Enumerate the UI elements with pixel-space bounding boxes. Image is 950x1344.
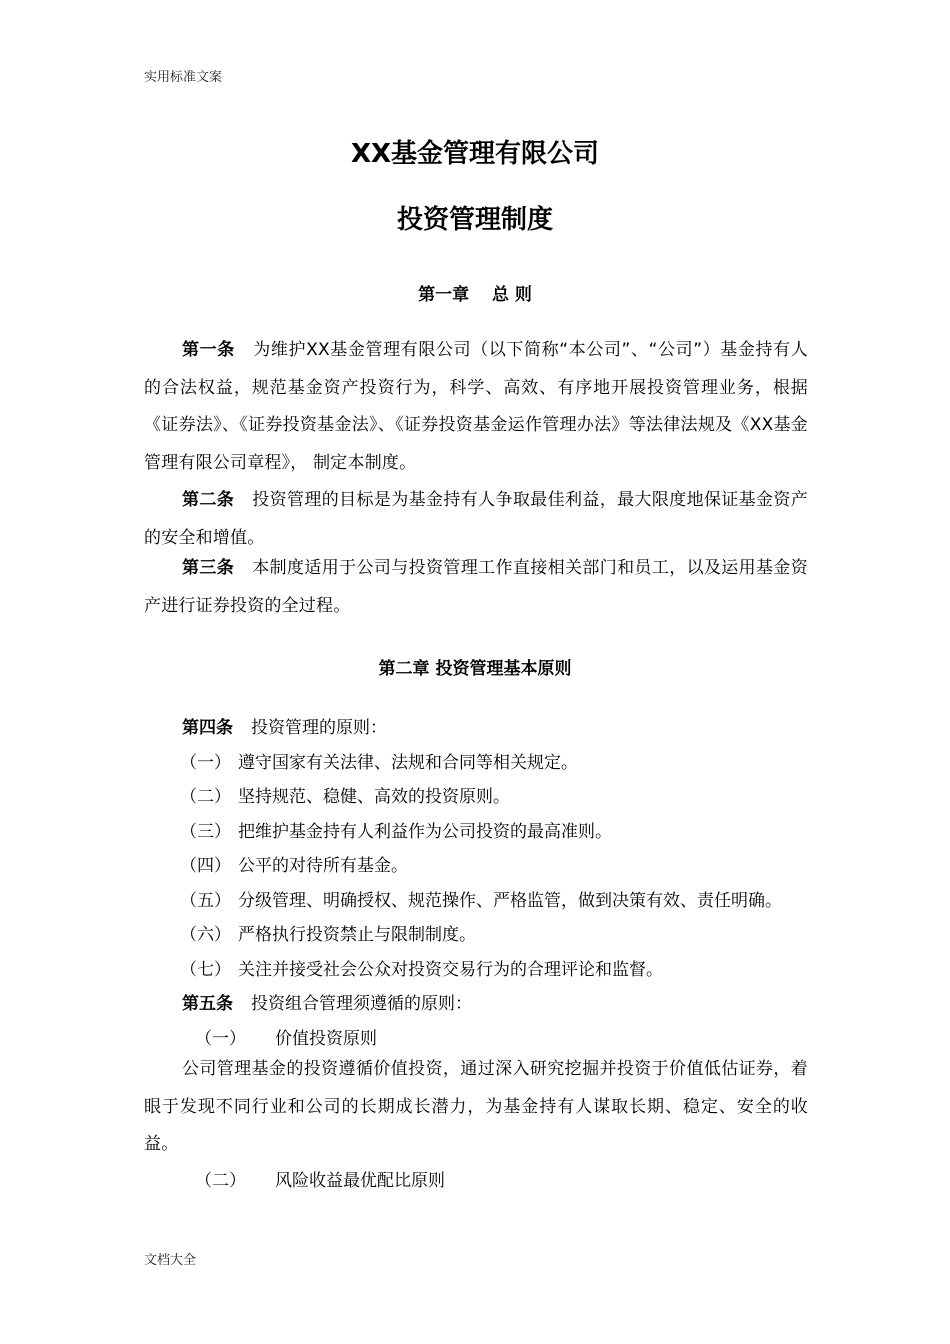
portfolio-item-1-text: 公司管理基金的投资遵循价值投资，通过深入研究挖掘并投资于价值低估证券，着眼于发现不同行业和公司的长期成长潜力，为基金持有人谋取长期、稳定、安全的收益。 <box>144 1059 808 1154</box>
document-title: XX基金管理有限公司 <box>350 139 600 169</box>
article-4 <box>182 713 387 738</box>
article-5 <box>182 989 472 1014</box>
item-text: 把维护基金持有人利益作为公司投资的最高准则。 <box>238 822 612 842</box>
article-1 <box>144 332 808 482</box>
principle-item <box>180 782 510 807</box>
principle-item <box>180 955 663 980</box>
item-mark: （六） <box>180 925 231 945</box>
article-label: 第三条 <box>182 558 235 578</box>
article-label: 第五条 <box>182 994 233 1014</box>
principle-item <box>180 817 612 842</box>
portfolio-item-2-heading <box>195 1166 445 1191</box>
principle-item <box>180 886 782 911</box>
item-mark: （五） <box>180 891 231 911</box>
item-text: 分级管理、明确授权、规范操作、严格监管，做到决策有效、责任明确。 <box>238 891 782 911</box>
item-title: 风险收益最优配比原则 <box>275 1171 445 1191</box>
article-text: 投资管理的目标是为基金持有人争取最佳利益，最大限度地保证基金资产的安全和增值。 <box>144 490 808 548</box>
item-text: 坚持规范、稳健、高效的投资原则。 <box>238 787 510 807</box>
principle-item <box>180 920 476 945</box>
article-2 <box>144 482 808 557</box>
item-mark: （四） <box>180 856 231 876</box>
item-mark: （七） <box>180 960 231 980</box>
article-3 <box>144 550 808 625</box>
item-title: 价值投资原则 <box>275 1029 377 1049</box>
item-mark: （二） <box>180 787 231 807</box>
item-text: 严格执行投资禁止与限制制度。 <box>238 925 476 945</box>
page-header: 实用标准文案 <box>144 70 223 85</box>
chapter-1-heading: 第一章 总 则 <box>418 285 532 305</box>
document-subtitle: 投资管理制度 <box>396 205 553 235</box>
item-mark: （一） <box>180 753 231 773</box>
article-text: 本制度适用于公司与投资管理工作直接相关部门和员工，以及运用基金资产进行证券投资的全过程。 <box>144 558 808 616</box>
item-text: 公平的对待所有基金。 <box>238 856 408 876</box>
article-text: 为维护XX基金管理有限公司（以下简称“本公司”、“公司”）基金持有人的合法权益，规范基金资产投资行为，科学、高效、有序地开展投资管理业务，根据《证券法》、《证券投资基金法》、《证券投资基金运作管理办法》等法律法规及《XX基金管理有限公司章程》， 制定本制度。 <box>144 340 808 473</box>
page-footer: 文档大全 <box>144 1253 197 1268</box>
article-label: 第一条 <box>182 340 235 360</box>
article-text: 投资管理的原则： <box>251 718 387 738</box>
item-text: 关注并接受社会公众对投资交易行为的合理评论和监督。 <box>238 960 663 980</box>
chapter-2-heading: 第二章 投资管理基本原则 <box>378 659 572 679</box>
item-mark: （一） <box>195 1029 246 1049</box>
item-text: 遵守国家有关法律、法规和合同等相关规定。 <box>238 753 578 773</box>
item-mark: （三） <box>180 822 231 842</box>
principle-item <box>180 851 408 876</box>
article-text: 投资组合管理须遵循的原则： <box>251 994 472 1014</box>
portfolio-item-1-heading <box>195 1024 377 1049</box>
principle-item <box>180 748 578 773</box>
article-label: 第二条 <box>182 490 235 510</box>
item-mark: （二） <box>195 1171 246 1191</box>
article-label: 第四条 <box>182 718 233 738</box>
